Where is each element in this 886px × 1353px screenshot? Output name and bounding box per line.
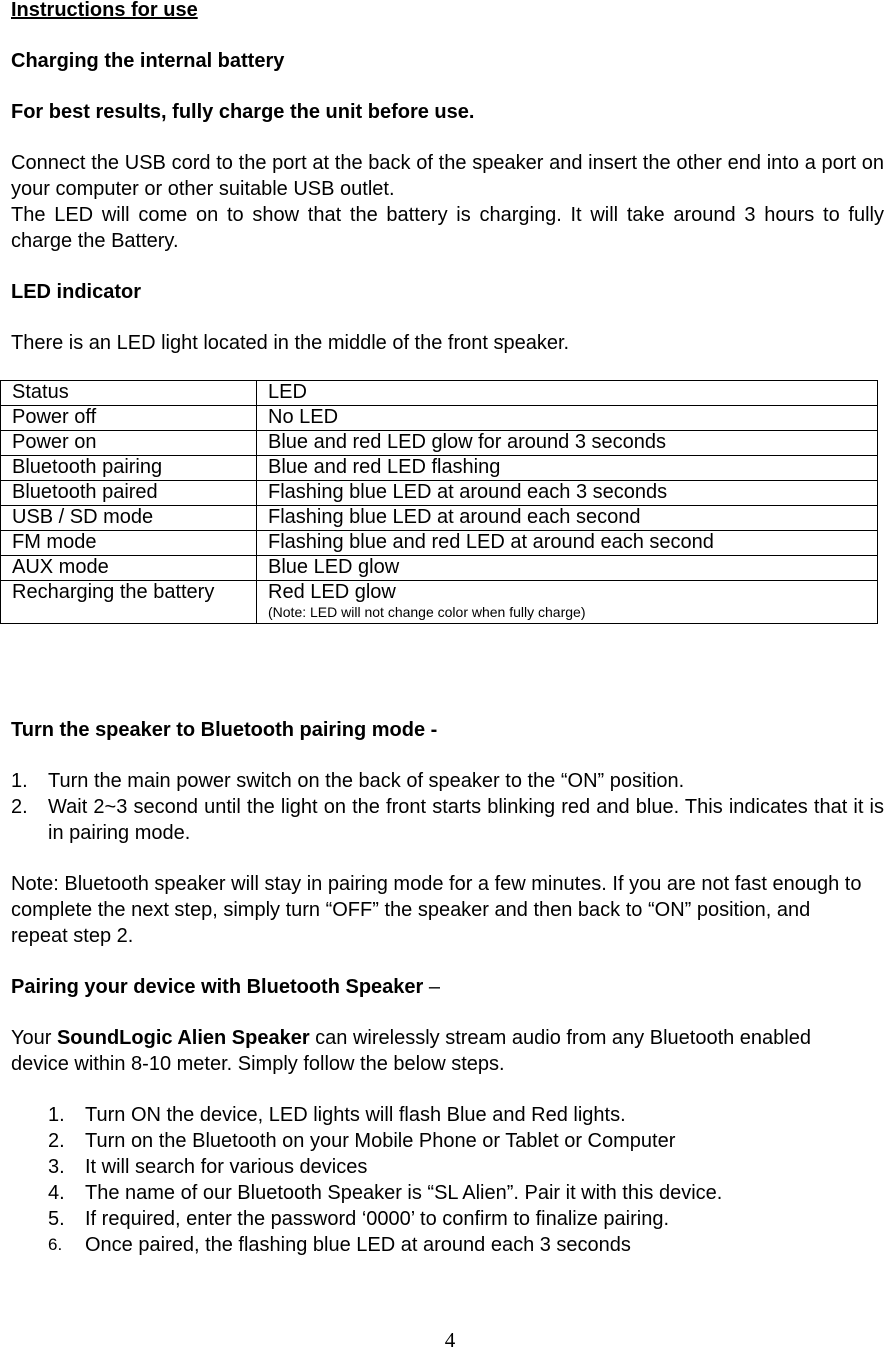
table-row [1, 456, 878, 481]
list-item-text: If required, enter the password ‘0000’ to confirm to finalize pairing. [85, 1208, 670, 1230]
led-table [0, 380, 878, 624]
table-cell-status: USB / SD mode [1, 506, 257, 531]
list-item [48, 1206, 884, 1232]
pairing-mode-note: Note: Bluetooth speaker will stay in pairing mode for a few minutes. If you are not fast enough to complete the next step, simply turn “OFF” the speaker and then back to “ON” position, and repeat step 2. [11, 873, 862, 947]
pairing-device-intro [11, 1025, 846, 1077]
led-intro: There is an LED light located in the middle of the front speaker. [11, 332, 570, 354]
table-cell-led [257, 581, 878, 624]
charging-best-results: For best results, fully charge the unit before use. [11, 101, 475, 123]
list-item-number: 6. [48, 1235, 63, 1254]
table-cell-note: (Note: LED will not change color when fully charge) [268, 604, 586, 620]
list-item-number: 4. [48, 1182, 65, 1204]
list-item [11, 768, 884, 794]
table-row [1, 531, 878, 556]
list-item-text: It will search for various devices [85, 1156, 368, 1178]
table-cell-status: AUX mode [1, 556, 257, 581]
table-header-row [1, 381, 878, 406]
list-item-text: Once paired, the flashing blue LED at around each 3 seconds [85, 1234, 631, 1256]
pairing-device-heading [11, 974, 884, 1000]
list-item-number: 5. [48, 1208, 65, 1230]
list-item-number: 1. [11, 770, 28, 792]
table-row [1, 406, 878, 431]
table-cell-status: Recharging the battery [1, 581, 257, 624]
table-cell-led: Blue LED glow [257, 556, 878, 581]
table-cell-led: Flashing blue and red LED at around each second [257, 531, 878, 556]
intro-rest: can wirelessly stream audio from any Bluetooth enabled device within 8-10 meter. Simply follow the below steps. [11, 1027, 811, 1075]
table-cell-status: FM mode [1, 531, 257, 556]
table-cell-status: Bluetooth paired [1, 481, 257, 506]
list-item [48, 1232, 884, 1258]
list-item-text: Wait 2~3 second until the light on the front starts blinking red and blue. This indicates that it is in pairing mode. [48, 796, 884, 844]
table-row [1, 481, 878, 506]
table-cell-led: No LED [257, 406, 878, 431]
table-row [1, 431, 878, 456]
table-row [1, 506, 878, 531]
pairing-mode-heading: Turn the speaker to Bluetooth pairing mode - [11, 719, 438, 741]
list-item-number: 3. [48, 1156, 65, 1178]
table-row [1, 556, 878, 581]
table-cell-led: Blue and red LED flashing [257, 456, 878, 481]
list-item-text: The name of our Bluetooth Speaker is “SL Alien”. Pair it with this device. [85, 1182, 723, 1204]
page-number: 4 [444, 1328, 456, 1352]
table-cell-status: Bluetooth pairing [1, 456, 257, 481]
list-item-number: 2. [48, 1130, 65, 1152]
list-item-text: Turn ON the device, LED lights will flash Blue and Red lights. [85, 1104, 626, 1126]
table-header-led: LED [257, 381, 878, 406]
list-item [48, 1128, 884, 1154]
table-cell-led: Flashing blue LED at around each second [257, 506, 878, 531]
table-cell-led: Flashing blue LED at around each 3 seconds [257, 481, 878, 506]
pairing-device-heading-text: Pairing your device with Bluetooth Speaker [11, 976, 424, 998]
charging-paragraph-1: Connect the USB cord to the port at the back of the speaker and insert the other end into a port on your computer or other suitable USB outlet. [11, 152, 884, 200]
table-cell-status: Power on [1, 431, 257, 456]
charging-heading: Charging the internal battery [11, 50, 285, 72]
list-item-text: Turn on the Bluetooth on your Mobile Phone or Tablet or Computer [85, 1130, 676, 1152]
table-row [1, 581, 878, 624]
intro-prefix: Your [11, 1027, 57, 1049]
led-heading: LED indicator [11, 281, 142, 303]
pairing-device-heading-dash: – [423, 976, 441, 998]
charging-paragraph-2: The LED will come on to show that the battery is charging. It will take around 3 hours to fully charge the Battery. [11, 204, 884, 252]
list-item-number: 1. [48, 1104, 65, 1126]
list-item [11, 794, 884, 846]
table-cell-status: Power off [1, 406, 257, 431]
list-item [48, 1154, 884, 1180]
table-cell-led: Blue and red LED glow for around 3 seconds [257, 431, 878, 456]
list-item-text: Turn the main power switch on the back of speaker to the “ON” position. [48, 770, 685, 792]
page-title: Instructions for use [11, 0, 198, 21]
list-item [48, 1102, 884, 1128]
intro-brand: SoundLogic Alien Speaker [56, 1027, 310, 1049]
list-item [48, 1180, 884, 1206]
table-header-status: Status [1, 381, 257, 406]
list-item-number: 2. [11, 796, 28, 818]
table-cell-led-text: Red LED glow [268, 581, 396, 603]
